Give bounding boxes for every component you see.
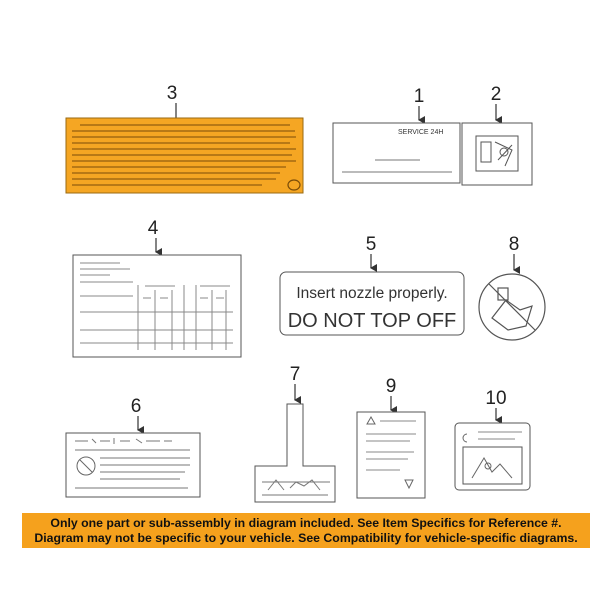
callout-5: 5 <box>365 234 377 255</box>
callout-3: 3 <box>166 83 178 104</box>
part-6-label <box>66 396 200 497</box>
nozzle-instruction-text: Insert nozzle properly. <box>296 285 448 302</box>
part-10-label <box>455 388 530 490</box>
callout-2: 2 <box>490 84 502 105</box>
callout-1: 1 <box>413 86 425 107</box>
callout-8: 8 <box>508 234 520 255</box>
part-3-label <box>66 83 303 193</box>
callout-4: 4 <box>147 218 159 239</box>
disclaimer-line-1: Only one part or sub-assembly in diagram included. See Item Specifics for Reference #. <box>50 516 562 530</box>
part-4-label <box>73 218 241 357</box>
part-1-label <box>333 86 460 183</box>
part-7-label <box>255 364 335 502</box>
callout-6: 6 <box>130 396 142 417</box>
disclaimer-line-2: Diagram may not be specific to your vehicle. See Compatibility for vehicle-specific diagrams. <box>34 531 578 545</box>
part-2-label <box>462 84 532 185</box>
service-text: SERVICE 24H <box>398 129 444 136</box>
callout-7: 7 <box>289 364 301 385</box>
part-8-label <box>479 234 545 340</box>
do-not-top-off-text: DO NOT TOP OFF <box>287 310 457 332</box>
callout-9: 9 <box>385 376 397 397</box>
part-9-label <box>357 376 425 498</box>
part-5-label <box>280 234 464 335</box>
disclaimer-banner <box>22 513 590 548</box>
callout-10: 10 <box>485 388 507 409</box>
